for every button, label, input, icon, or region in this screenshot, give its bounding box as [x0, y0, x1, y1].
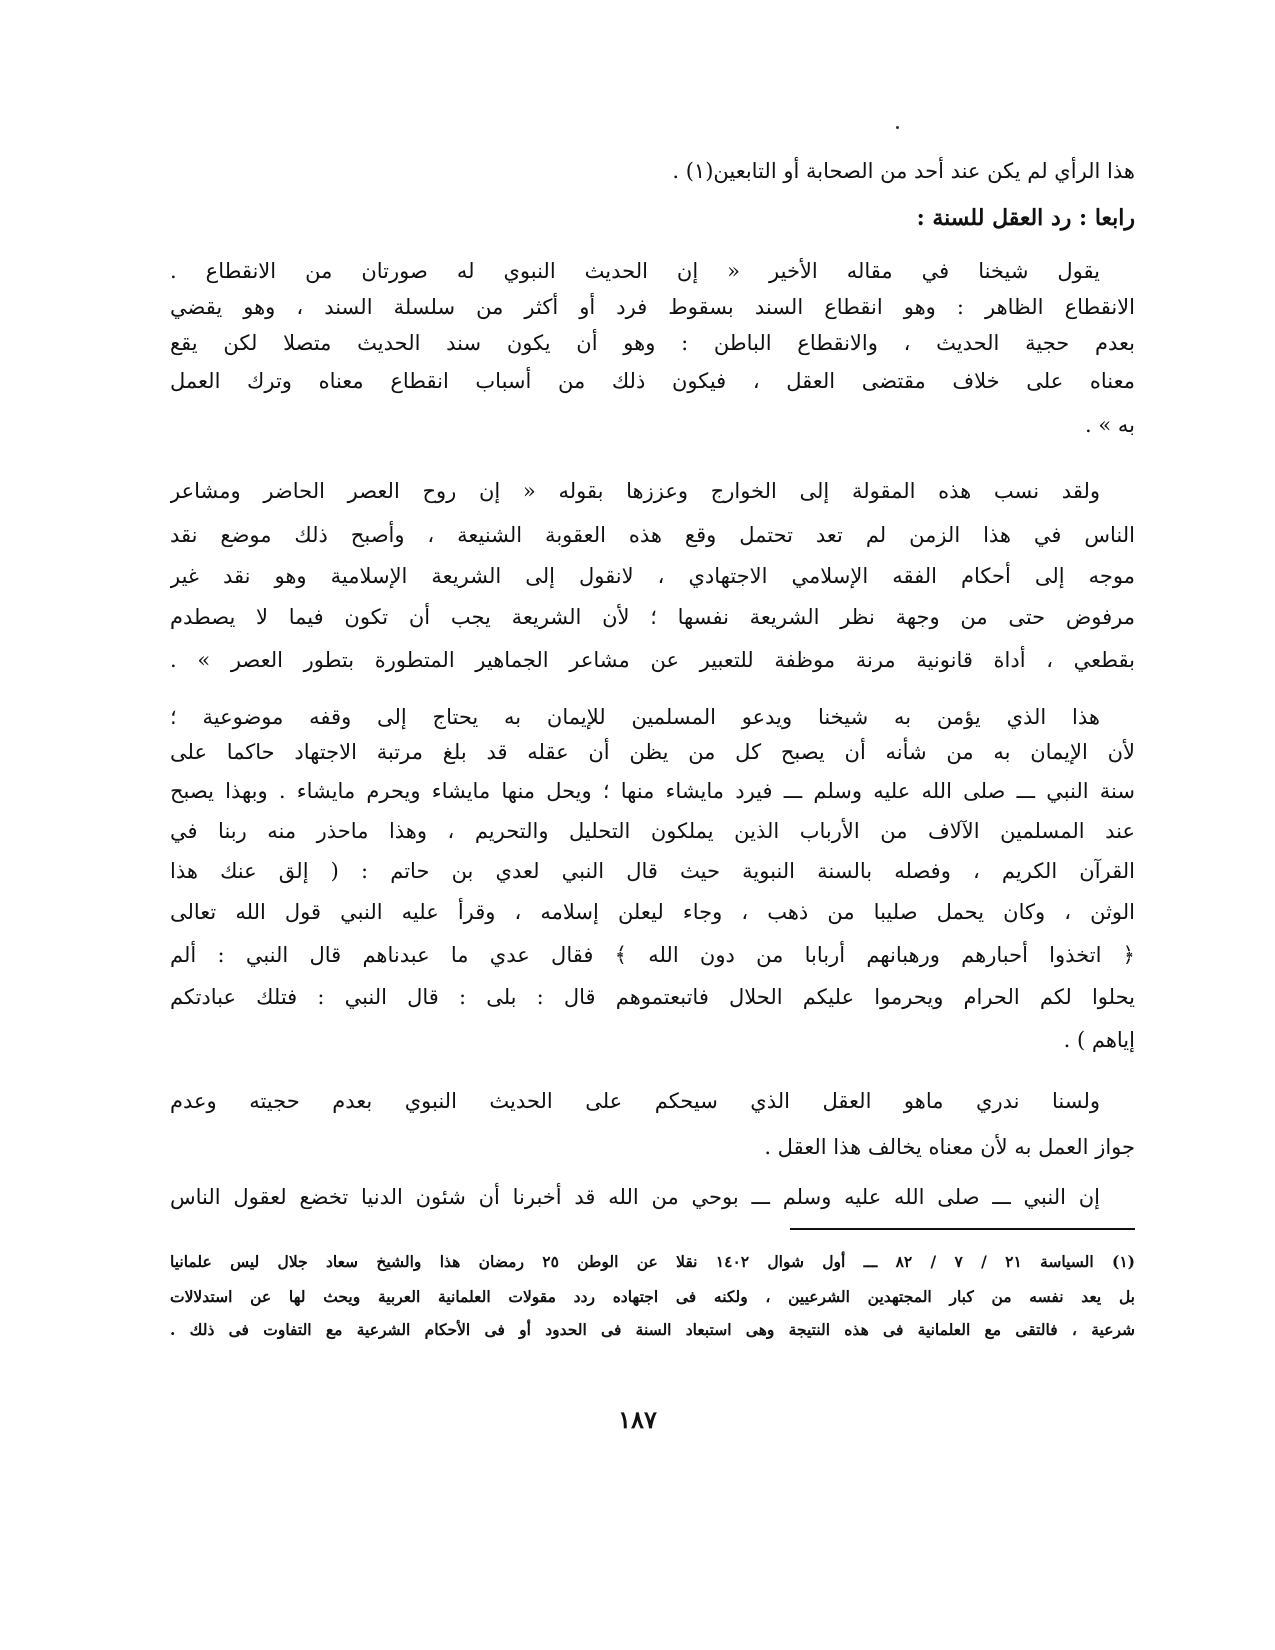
body-line: هذا الرأي لم يكن عند أحد من الصحابة أو التابعين(١) . — [672, 159, 1135, 183]
stray-dot — [896, 126, 899, 129]
body-line: ولسنا ندري ماهو العقل الذي سيحكم على الحديث النبوي بعدم حجيته وعدم — [170, 1089, 1100, 1113]
body-line: معناه على خلاف مقتضى العقل ، فيكون ذلك من أسباب انقطاع معناه وترك العمل — [170, 369, 1135, 393]
body-line: يحلوا لكم الحرام ويحرموا عليكم الحلال فاتبعتموهم قال : بلى : قال النبي : فتلك عبادتكم — [170, 985, 1135, 1009]
body-line: سنة النبي ـــ صلى الله عليه وسلم ـــ فيرد مايشاء منها ؛ ويحل منها مايشاء ويحرم مايشاء . وبهذا يصبح — [170, 779, 1135, 803]
body-line: إن النبي ـــ صلى الله عليه وسلم ـــ بوحي من الله قد أخبرنا أن شئون الدنيا تخضع لعقول الناس — [170, 1185, 1100, 1209]
page-number: ١٨٧ — [618, 1405, 657, 1434]
body-line: موجه إلى أحكام الفقه الإسلامي الاجتهادي ، لانقول إلى الشريعة الإسلامية وهو نقد غير — [170, 564, 1135, 588]
body-line: الناس في هذا الزمن لم تعد تحتمل وقع هذه العقوبة الشنيعة ، وأصبح ذلك موضع نقد — [170, 523, 1135, 547]
body-line: إياهم ) . — [1063, 1028, 1135, 1052]
body-line: جواز العمل به لأن معناه يخالف هذا العقل . — [764, 1135, 1135, 1159]
footnote-line: شرعية ، فالتقى مع العلمانية فى هذه النتيجة وهى استبعاد السنة فى الحدود أو فى الأحكام الشرعية مع التفاوت فى ذلك . — [170, 1320, 1135, 1339]
body-line: الوثن ، وكان يحمل صليبا من ذهب ، وجاء ليعلن إسلامه ، وقرأ عليه النبي قول الله تعالى — [170, 900, 1135, 924]
footnote-line: (١) السياسة ٢١ / ٧ / ٨٢ ـــ أول شوال ١٤٠٢ نقلا عن الوطن ٢٥ رمضان هذا والشيخ سعاد جلال ليس علمانيا — [170, 1252, 1135, 1271]
body-line: الانقطاع الظاهر : وهو انقطاع السند بسقوط فرد أو أكثر من سلسلة السند ، وهو يقضي — [170, 295, 1135, 319]
section-heading: رابعا : رد العقل للسنة : — [916, 205, 1135, 231]
body-line: هذا الذي يؤمن به شيخنا ويدعو المسلمين للإيمان به يحتاج إلى وقفه موضوعية ؛ — [170, 705, 1100, 729]
body-line: القرآن الكريم ، وفصله بالسنة النبوية حيث قال النبي لعدي بن حاتم : ( إلق عنك هذا — [170, 859, 1135, 883]
body-line: مرفوض حتى من وجهة نظر الشريعة نفسها ؛ لأن الشريعة يجب أن تكون فيما لا يصطدم — [170, 605, 1135, 629]
body-line: يقول شيخنا في مقاله الأخير « إن الحديث النبوي له صورتان من الانقطاع . — [170, 259, 1100, 283]
body-line: ولقد نسب هذه المقولة إلى الخوارج وعززها بقوله « إن روح العصر الحاضر ومشاعر — [170, 479, 1100, 503]
body-line: بقطعي ، أداة قانونية مرنة موظفة للتعبير عن مشاعر الجماهير المتطورة بتطور العصر » . — [170, 648, 1135, 672]
footnote-separator — [790, 1228, 1135, 1230]
body-line: عند المسلمين الآلاف من الأرباب الذين يملكون التحليل والتحريم ، وهذا ماحذر منه ربنا في — [170, 819, 1135, 843]
quran-verse-line: ﴿ اتخذوا أحبارهم ورهبانهم أربابا من دون الله ﴾ فقال عدي ما عبدناهم قال النبي : ألم — [170, 943, 1135, 967]
body-line: بعدم حجية الحديث ، والانقطاع الباطن : وهو أن يكون سند الحديث متصلا لكن يقع — [170, 331, 1135, 355]
body-line: لأن الإيمان به من شأنه أن يصبح كل من يظن أن عقله قد بلغ مرتبة الاجتهاد حاكما على — [170, 740, 1135, 764]
body-line: به » . — [1085, 413, 1135, 437]
footnote-line: بل يعد نفسه من كبار المجتهدين الشرعيين ، ولكنه فى اجتهاده ردد مقولات العلمانية العربية ويحث لها عن استدلالات — [170, 1287, 1135, 1306]
